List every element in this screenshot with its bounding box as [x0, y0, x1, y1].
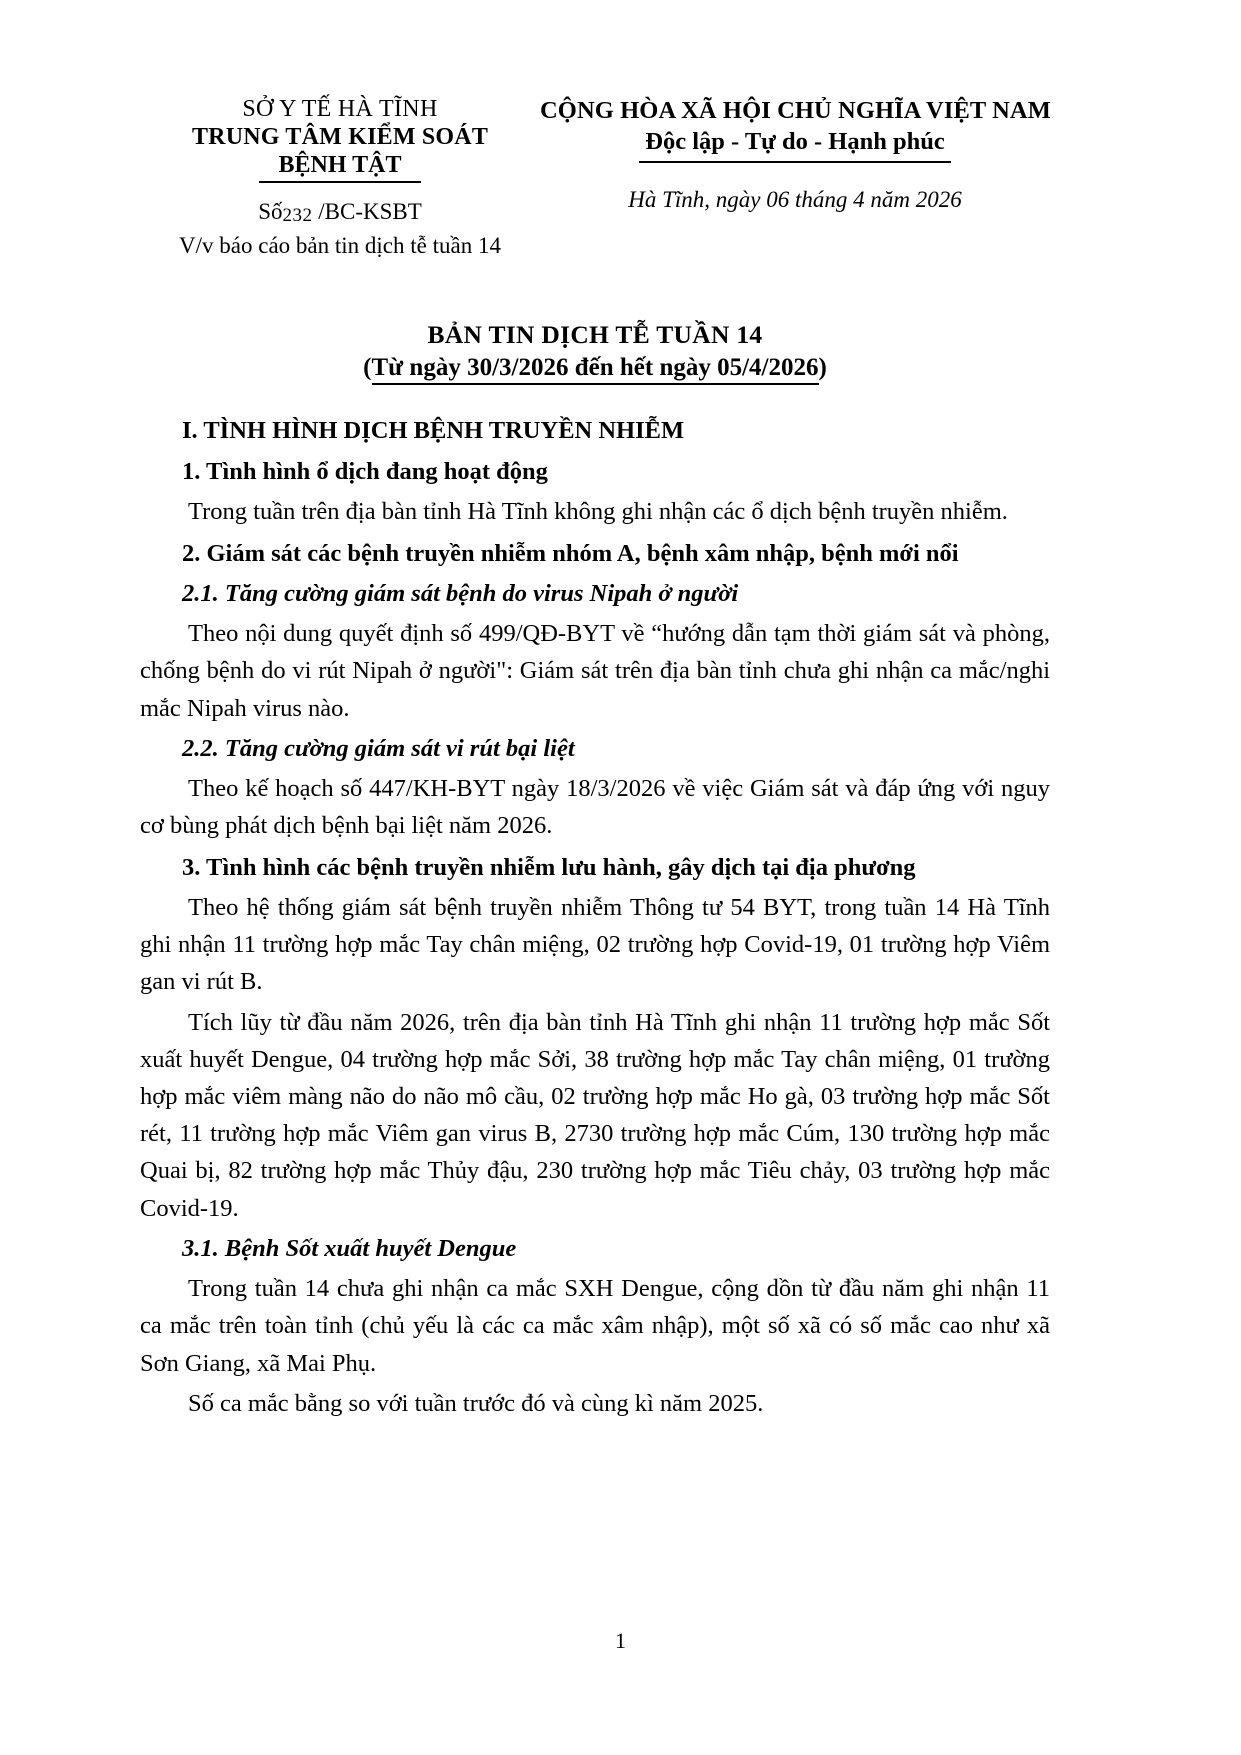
org-name-line-1: TRUNG TÂM KIỂM SOÁT	[191, 123, 489, 150]
document-number-label: Số	[258, 199, 283, 225]
heading-item-1: 1. Tình hình ổ dịch đang hoạt động	[182, 458, 548, 486]
national-motto-wrapper	[540, 125, 1050, 163]
heading-item-3: 3. Tình hình các bệnh truyền nhiễm lưu hành, gây dịch tại địa phương	[182, 853, 916, 881]
heading-item-2-1: 2.1. Tăng cường giám sát bệnh do virus Nipah ở người	[182, 579, 739, 607]
document-header	[140, 96, 1050, 276]
document-number-line	[140, 199, 540, 227]
org-name-line-2: BỆNH TẬT	[259, 152, 422, 184]
national-title: CỘNG HÒA XÃ HỘI CHỦ NGHĨA VIỆT NAM	[540, 97, 1051, 124]
paragraph-item-2-2: Theo kế hoạch số 447/KH-BYT ngày 18/3/2026 về việc Giám sát và đáp ứng với nguy cơ bùng phát dịch bệnh bại liệt năm 2026.	[140, 775, 1050, 840]
page-title: BẢN TIN DỊCH TỄ TUẦN 14	[427, 320, 763, 349]
document-number-value: 232	[282, 205, 313, 227]
document-body	[140, 412, 1050, 1422]
heading-item-3-1: 3.1. Bệnh Sốt xuất huyết Dengue	[182, 1234, 517, 1262]
national-motto: Độc lập - Tự do - Hạnh phúc	[639, 127, 950, 163]
subtitle-close-paren: )	[818, 354, 827, 381]
paragraph-item-3-1-b: Số ca mắc bằng so với tuần trước đó và cùng kì năm 2025.	[188, 1389, 764, 1417]
paragraph-item-2-1: Theo nội dung quyết định số 499/QĐ-BYT về “hướng dẫn tạm thời giám sát và phòng, chống bệnh do vi rút Nipah ở người": Giám sát trên địa bàn tỉnh chưa ghi nhận ca mắc/nghi mắc Nipah virus nào.	[140, 620, 1050, 722]
paragraph-item-3-1-a: Trong tuần 14 chưa ghi nhận ca mắc SXH Dengue, cộng dồn từ đầu năm ghi nhận 11 ca mắc trên toàn tỉnh (chủ yếu là các ca mắc xâm nhập), một số xã có số mắc cao như xã Sơn Giang, xã Mai Phụ.	[140, 1275, 1050, 1377]
document-number-suffix: /BC-KSBT	[318, 199, 422, 225]
page-number: 1	[615, 1628, 626, 1653]
document-content	[140, 96, 1050, 1422]
page-subtitle	[363, 354, 827, 382]
paragraph-item-3-1: Theo hệ thống giám sát bệnh truyền nhiễm Thông tư 54 BYT, trong tuần 14 Hà Tĩnh ghi nhận 11 trường hợp mắc Tay chân miệng, 02 trường hợp Covid-19, 01 trường hợp Viêm gan vi rút B.	[140, 893, 1050, 996]
paragraph-item-1: Trong tuần trên địa bàn tỉnh Hà Tĩnh không ghi nhận các ổ dịch bệnh truyền nhiễm.	[188, 498, 1008, 526]
org-parent-name: SỞ Y TẾ HÀ TĨNH	[242, 96, 438, 122]
place-and-date: Hà Tĩnh, ngày 06 tháng 4 năm 2026	[628, 187, 962, 213]
heading-section-1: I. TÌNH HÌNH DỊCH BỆNH TRUYỀN NHIỄM	[182, 417, 685, 444]
page-subtitle-wrapper	[140, 354, 1050, 382]
document-subject-line: V/v báo cáo bản tin dịch tễ tuần 14	[179, 233, 501, 259]
subtitle-open-paren: (	[363, 354, 372, 381]
paragraph-item-3-2: Tích lũy từ đầu năm 2026, trên địa bàn tỉnh Hà Tĩnh ghi nhận 11 trường hợp mắc Sốt xuất huyết Dengue, 04 trường hợp mắc Sởi, 38 trường hợp mắc Tay chân miệng, 01 trường hợp mắc viêm màng não do não mô cầu, 02 trường hợp mắc Ho gà, 03 trường hợp mắc Sốt rét, 11 trường hợp mắc Viêm gan virus B, 2730 trường hợp mắc Cúm, 130 trường hợp mắc Quai bị, 82 trường hợp mắc Thủy đậu, 230 trường hợp mắc Tiêu chảy, 03 trường hợp mắc Covid-19.	[140, 1008, 1050, 1222]
header-right-column	[540, 96, 1050, 213]
header-left-column	[140, 96, 540, 259]
org-name-line-2-wrapper	[140, 152, 540, 184]
heading-item-2-2: 2.2. Tăng cường giám sát vi rút bại liệt	[182, 734, 575, 762]
subtitle-date-range: Từ ngày 30/3/2026 đến hết ngày 05/4/2026	[372, 354, 819, 385]
heading-item-2: 2. Giám sát các bệnh truyền nhiễm nhóm A, bệnh xâm nhập, bệnh mới nổi	[182, 539, 959, 567]
